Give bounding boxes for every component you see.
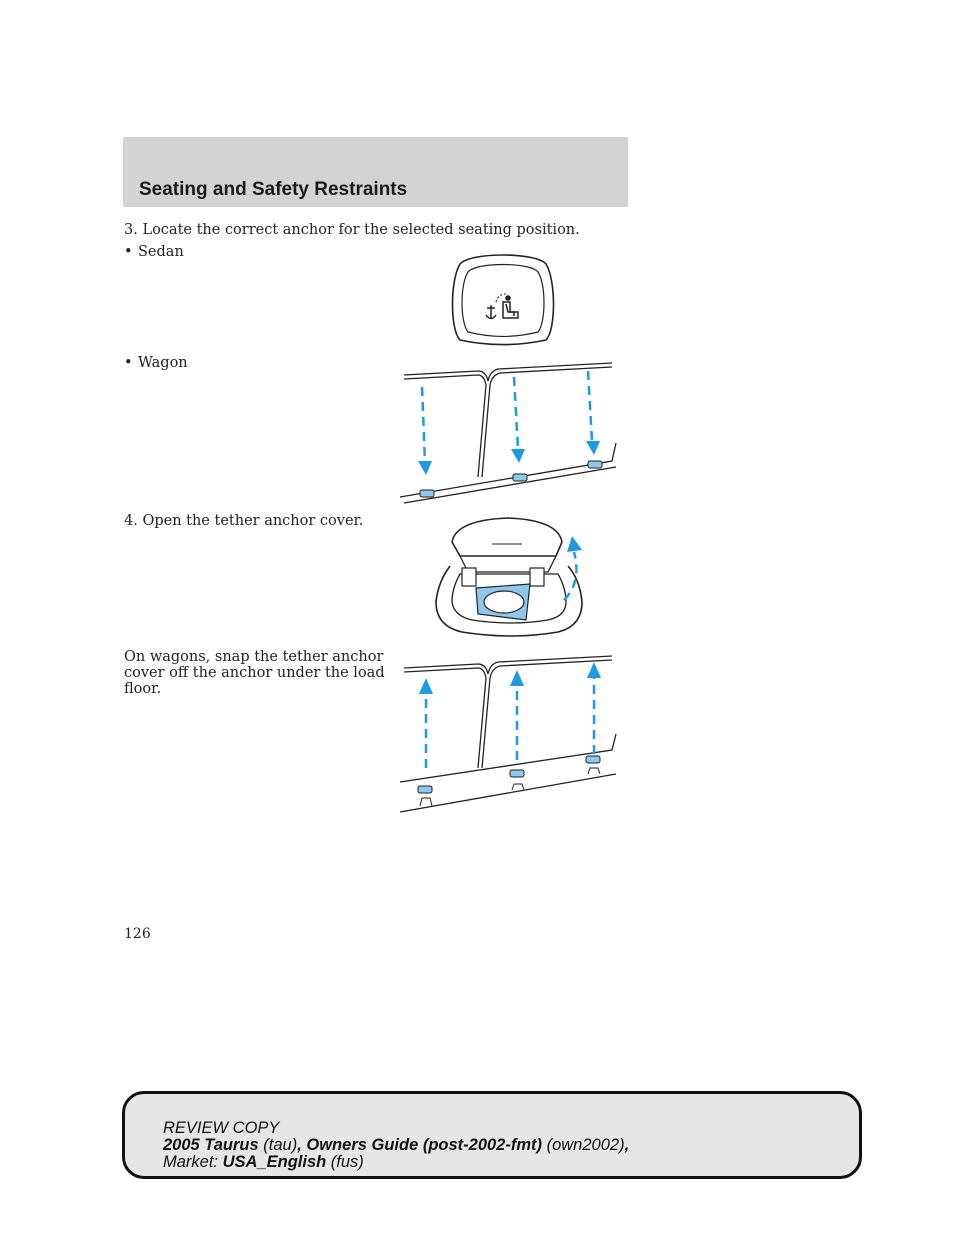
bullet-icon: • [124,244,133,260]
wagon-cover-removal-illustration [398,650,618,816]
down-arrow-icon [422,371,592,463]
footer-line-3 [163,1154,629,1171]
footer-review-label: REVIEW COPY [163,1119,280,1137]
anchor-marker-icon [420,461,602,497]
footer-guide: Owners Guide (post-2002-fmt) [306,1136,543,1154]
section-title: Seating and Safety Restraints [139,179,408,200]
footer-text [163,1120,629,1171]
section-header-band [123,137,628,207]
page-number: 126 [124,926,151,942]
footer-sep-2: , [624,1136,630,1154]
footer-market-label: Market: [163,1153,223,1171]
wagon-note-line-3: floor. [124,681,162,697]
step-4-text: 4. Open the tether anchor cover. [124,513,364,529]
wagon-note-line-1: On wagons, snap the tether anchor [124,649,384,665]
step-3-text: 3. Locate the correct anchor for the selected seating position. [124,222,580,238]
bullet-sedan-label: Sedan [138,244,184,260]
up-arrow-icon [426,678,594,768]
review-copy-footer [122,1091,862,1179]
open-tether-cover-illustration [432,512,592,640]
bullet-wagon [124,355,188,371]
footer-line-2 [163,1137,629,1154]
sedan-anchor-illustration [448,250,558,346]
wagon-note-line-2: cover off the anchor under the load [124,665,385,681]
footer-model: 2005 Taurus [163,1136,259,1154]
footer-model-code: (tau) [258,1136,298,1154]
wagon-anchor-locations-illustration [398,357,618,505]
footer-market: USA_English [222,1153,327,1171]
footer-guide-code: (own2002) [542,1136,625,1154]
bullet-sedan [124,244,184,260]
footer-market-code: (fus) [326,1153,364,1171]
bullet-wagon-label: Wagon [138,355,188,371]
bullet-icon: • [124,355,133,371]
footer-sep-1: , [297,1136,307,1154]
